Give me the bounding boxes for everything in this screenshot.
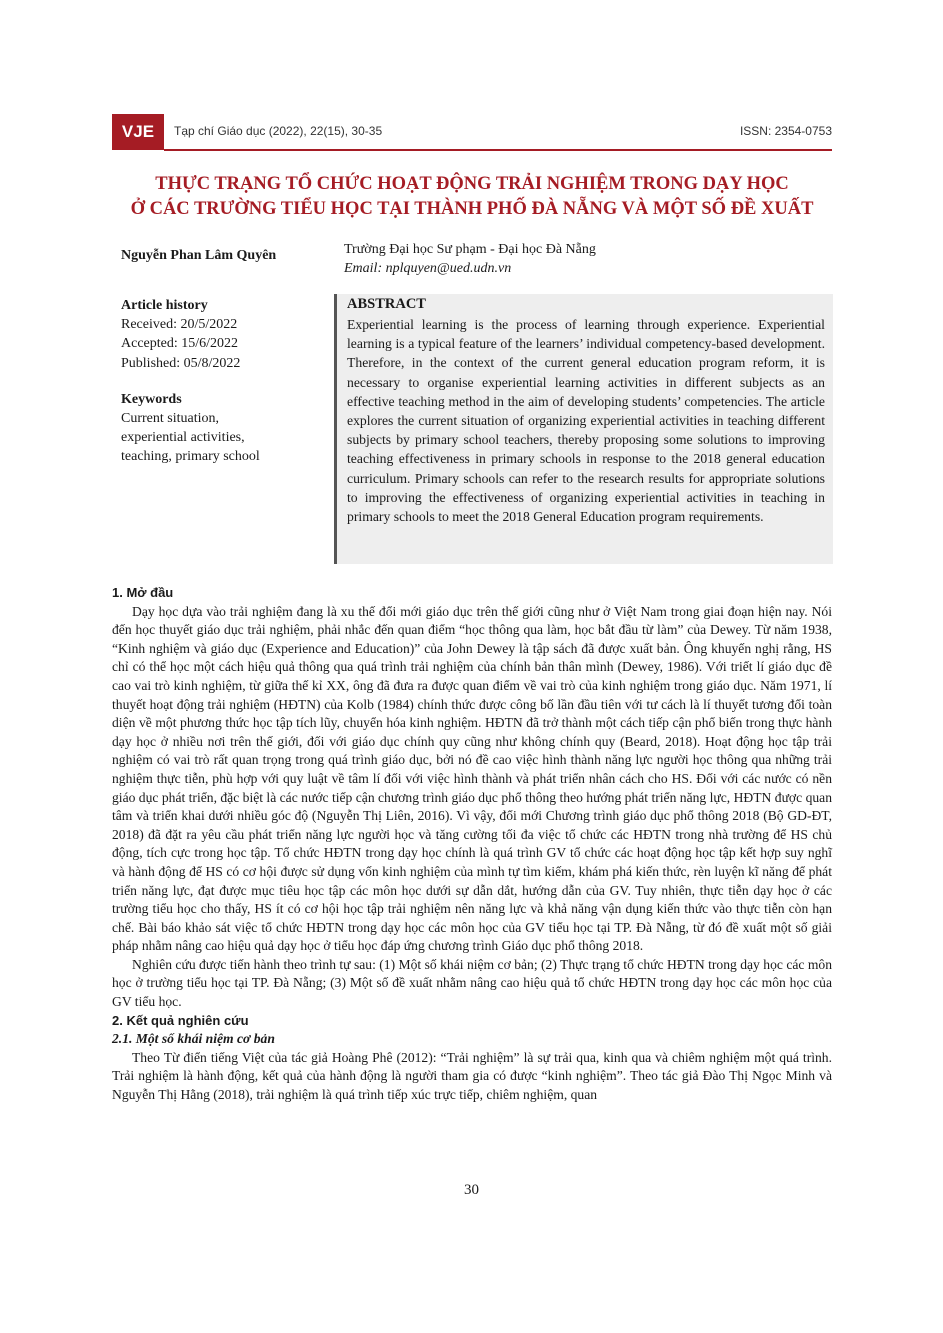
journal-issn: ISSN: 2354-0753 [739,124,832,138]
published-date: Published: 05/8/2022 [121,355,241,371]
page-number: 30 [464,1182,479,1198]
header-rule [164,149,832,151]
abstract-heading: ABSTRACT [347,296,426,312]
keywords-line-2: experiential activities, [121,430,245,446]
received-date: Received: 20/5/2022 [121,317,238,333]
article-title [112,172,832,222]
article-sidebar [121,296,331,467]
keywords-line-1: Current situation, [121,411,219,427]
journal-header [112,114,832,150]
title-line-2: Ở CÁC TRƯỜNG TIỂU HỌC TẠI THÀNH PHỐ ĐÀ NẴNG VÀ MỘT SỐ ĐỀ XUẤT [130,199,814,219]
keywords-line-3: teaching, primary school [121,449,260,465]
keywords-heading: Keywords [121,391,182,407]
journal-logo: VJE [112,114,164,150]
article-history-heading: Article history [121,298,208,313]
article-body [112,584,832,1105]
section-heading-results: 2. Kết quả nghiên cứu [112,1012,249,1028]
accepted-date: Accepted: 15/6/2022 [121,336,239,352]
author-name: Nguyễn Phan Lâm Quyên [121,248,277,263]
journal-citation: Tạp chí Giáo dục (2022), 22(15), 30-35 [174,124,383,138]
author-email: Email: nplquyen@ued.udn.vn [344,261,512,276]
body-paragraph-2: Nghiên cứu được tiến hành theo trình tự sau: (1) Một số khái niệm cơ bản; (2) Thực trạng tổ chức HĐTN trong dạy học các môn học ở trường tiểu học tại TP. Đà Nẵng; (3) Một số đề xuất nhằm nâng cao hiệu quả tổ chức HĐTN trong dạy học các môn học của GV tiểu học. [112,956,832,1010]
abstract-text: Experiential learning is the process of learning through experience. Experiential learning is a typical feature of the learners’ individual competency-based development. Therefore, in the context of the current general education program reform, it is necessary to organise experiential learning activities in different subjects as an effective teaching method in the aim of developing students’ competencies. The article explores the current situation of organizing experiential activities in teaching different subjects by primary school teachers, thereby proposing some solutions to improving teaching effectiveness in primary schools in response to the 2018 general education curriculum. Primary schools can refer to the research results for appropriate solutions to improving the effectiveness of organizing experiential activities in teaching in primary schools to meet the 2018 General Education program requirements. [347,317,825,525]
section-heading-intro: 1. Mở đầu [112,585,174,600]
author-affiliation-block [344,240,596,278]
subsection-heading-concepts: 2.1. Một số khái niệm cơ bản [112,1031,275,1047]
abstract-box [334,294,833,564]
body-paragraph-3: Theo Từ điển tiếng Việt của tác giả Hoàng Phê (2012): “Trải nghiệm” là sự trải qua, kinh qua và chiêm nghiệm một quá trình. Trải nghiệm là hành động, kết quả của hành động là người tham gia có được “kinh nghiệm”. Theo tác giả Đào Thị Ngọc Minh và Nguyễn Thị Hằng (2018), trải nghiệm là quá trình tiếp xúc trực tiếp, chiêm nghiệm, quan [112,1049,832,1103]
body-paragraph-1: Dạy học dựa vào trải nghiệm đang là xu thế đổi mới giáo dục trên thế giới cũng như ở Việt Nam trong giai đoạn hiện nay. Nói đến học thuyết giáo dục trải nghiệm, phải nhắc đến quan điểm “học thông qua làm, học bắt đầu từ làm” của Dewey. Từ năm 1938, “Kinh nghiệm và giáo dục (Experience and Education)” của John Dewey là tập sách đã được xuất bản. Ông khuyến nghị rằng, HS chỉ có thể học một cách hiệu quả thông qua quá trình trải nghiệm của chính bản thân mình (Dewey, 1986). Với triết lí giáo dục đề cao vai trò kinh nghiệm, từ giữa thế kỉ XX, ông đã đưa ra được quan điểm về vai trò của kinh nghiệm trong giáo dục. Năm 1971, lí thuyết hoạt động trải nghiệm (HĐTN) của Kolb (1984) chính thức được công bố lần đầu tiên với tư cách là lí thuyết tương đối toàn diện về một phương thức học tập tích lũy, chuyển hóa kinh nghiệm. HĐTN đã trở thành một cách tiếp cận phổ biến trong thực hành dạy học ở nhiều nơi trên thế giới, đối với giáo dục chính quy cũng như không chính quy (Beard, 2018). Hoạt động học tập trải nghiệm có vai trò rất quan trọng trong quá trình giáo dục, bởi nó đề cao việc hình thành năng lực người học thông qua những trải nghiệm thực tiễn, phù hợp với quy luật về tâm lí đối với việc hình thành và phát triển nhân cách cho HS. Đối với các nước có nền giáo dục phát triển, đặc biệt là các nước tiếp cận chương trình giáo dục phổ thông theo hướng phát triển năng lực, HĐTN được quan tâm và triển khai dưới nhiều góc độ (Nguyễn Thị Liên, 2016). Vì vậy, đổi mới Chương trình giáo dục phổ thông 2018 (Bộ GD-ĐT, 2018) đã đặt ra yêu cầu phát triển năng lực người học và tăng cường tối đa việc tổ chức các HĐTN trong nhà trường để HS chủ động, tích cực trong học tập. Tổ chức HĐTN trong dạy học chính là quá trình GV tổ chức các hoạt động học tập kết hợp suy nghĩ và hành động để HS có cơ hội được sử dụng vốn kinh nghiệm của mình tự tìm kiếm, khám phá kiến thức, rèn luyện kĩ năng để phát triển năng lực, đạt được mục tiêu học tập các môn học dưới sự dẫn dắt, hướng dẫn của GV. Tuy nhiên, thực tiễn dạy học ở các trường tiểu học cho thấy, HS ít có cơ hội học tập trải nghiệm nên năng lực và khả năng vận dụng kiến thức vào thực tiễn còn hạn chế. Bài báo khảo sát việc tổ chức HĐTN trong dạy học các môn học của GV tiểu học tại TP. Đà Nẵng, từ đó đề xuất một số giải pháp nhằm nâng cao hiệu quả dạy học ở tiểu học đáp ứng chương trình Giáo dục phổ thông 2018. [112,603,832,954]
title-line-1: THỰC TRẠNG TỔ CHỨC HOẠT ĐỘNG TRẢI NGHIỆM TRONG DẠY HỌC [155,174,789,194]
author-affiliation: Trường Đại học Sư phạm - Đại học Đà Nẵng [344,242,596,257]
